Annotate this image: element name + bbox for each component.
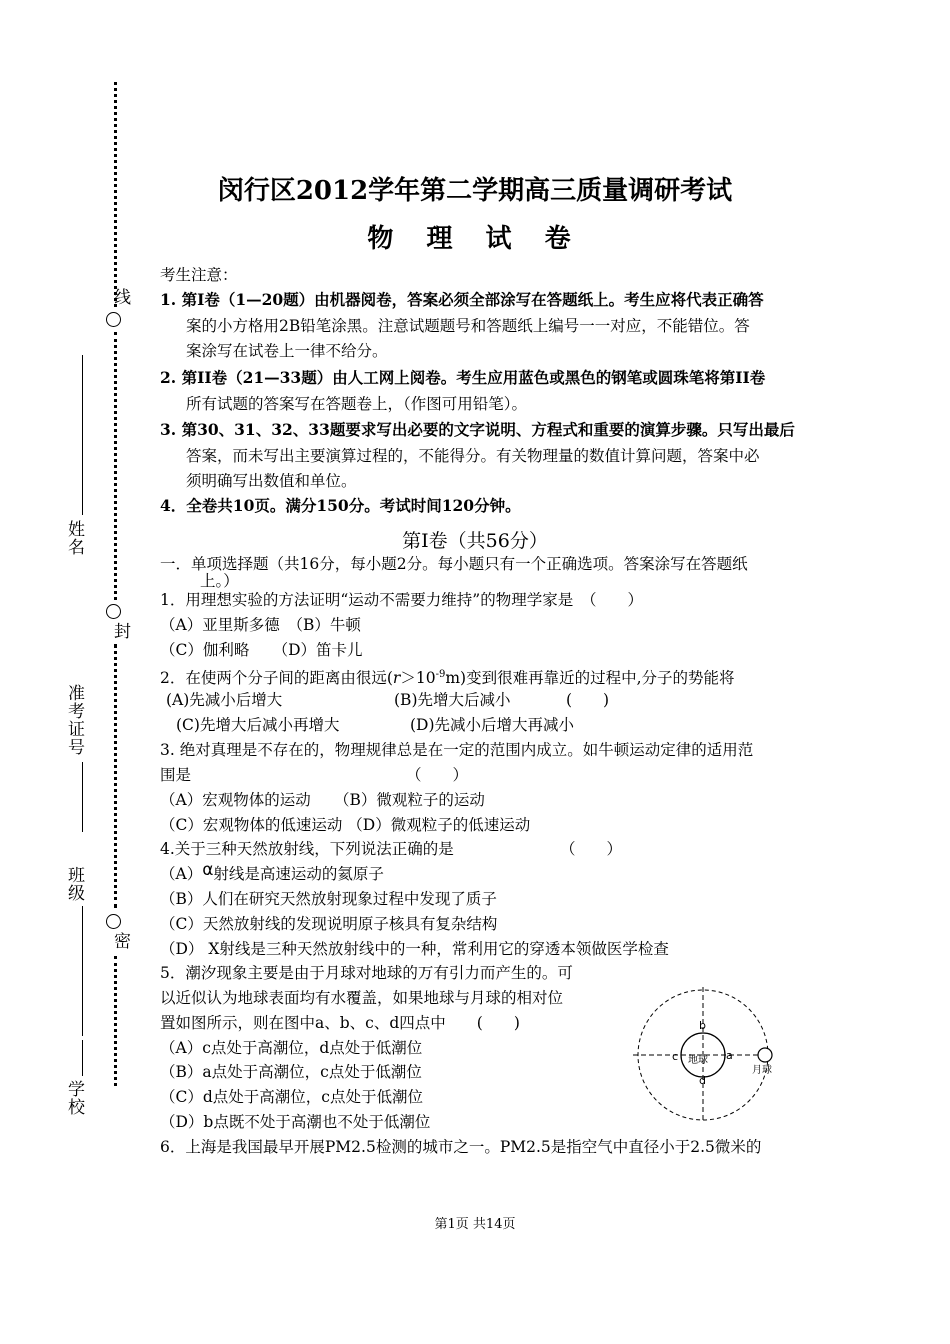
q4-option-a-text: 射线是高速运动的氦原子 bbox=[213, 865, 384, 883]
notice-item-3-line-3: 须明确写出数值和单位。 bbox=[186, 472, 357, 490]
q2-option-d: (D)先减小后增大再减小 bbox=[410, 716, 575, 734]
seal-char-feng: 封 bbox=[110, 622, 130, 639]
q4-option-b: （B）人们在研究天然放射现象过程中发现了质子 bbox=[160, 890, 497, 908]
q4-option-c: （C）天然放射线的发现说明原子核具有复杂结构 bbox=[160, 915, 498, 933]
q2-stem-r: r bbox=[392, 669, 401, 688]
exam-title: 闵行区2012学年第二学期高三质量调研考试 bbox=[217, 176, 733, 206]
q5-option-d: （D）b点既不处于高潮也不处于低潮位 bbox=[160, 1113, 431, 1131]
alpha-symbol: α bbox=[202, 860, 214, 880]
q5-stem-line-3: 置如图所示，则在图中a、b、c、d四点中 ( ) bbox=[160, 1014, 520, 1032]
notice-item-4: 4．全卷共10页。满分150分。考试时间120分钟。 bbox=[160, 496, 521, 515]
q2-stem-post: m)变到很难再靠近的过程中,分子的势能将 bbox=[445, 669, 735, 688]
moon-circle bbox=[758, 1048, 772, 1062]
q4-stem: 4.关于三种天然放射线，下列说法正确的是 bbox=[160, 840, 454, 858]
class-fill-line bbox=[82, 906, 83, 1036]
seal-circle bbox=[106, 312, 121, 327]
seal-circle bbox=[106, 914, 121, 929]
page-footer: 第1页 共14页 bbox=[434, 1217, 516, 1232]
q5-stem-line-1: 5．潮汐现象主要是由于月球对地球的万有引力而产生的。可 bbox=[160, 964, 573, 982]
binding-dotted-line bbox=[114, 332, 117, 600]
q1-options-cd: （C）伽利略 （D）笛卡儿 bbox=[160, 641, 363, 659]
point-b-label: b bbox=[699, 1019, 706, 1032]
q1-stem: 1．用理想实验的方法证明“运动不需要力维持”的物理学家是 （ ） bbox=[160, 591, 643, 609]
q5-stem-line-2: 以近似认为地球表面均有水覆盖，如果地球与月球的相对位 bbox=[160, 989, 564, 1007]
notice-item-2-line-2: 所有试题的答案写在答题卷上，（作图可用铅笔）。 bbox=[186, 395, 528, 413]
q4-option-a bbox=[160, 860, 384, 884]
point-d-label: d bbox=[699, 1074, 706, 1087]
q2-answer-paren: ( ) bbox=[566, 691, 610, 709]
exam-number-fill-line bbox=[82, 762, 83, 832]
q3-answer-paren: （ ） bbox=[406, 766, 469, 784]
point-a-label: a bbox=[726, 1049, 733, 1062]
earth-moon-figure bbox=[628, 983, 788, 1123]
notice-item-3-line-1: 3. 第30、31、32、33题要求写出必要的文字说明、方程式和重要的演算步骤。只写出最后 bbox=[160, 420, 795, 439]
q5-option-c: （C）d点处于高潮位，c点处于低潮位 bbox=[160, 1088, 423, 1106]
part1-heading-cont: 上。） bbox=[200, 572, 239, 590]
seal-char-mi: 密 bbox=[110, 932, 130, 949]
name-fill-line bbox=[82, 355, 83, 515]
q4-option-a-label: （A） bbox=[160, 865, 203, 883]
notice-item-3-line-2: 答案，而未写出主要演算过程的，不能得分。有关物理量的数值计算问题，答案中必 bbox=[186, 447, 760, 465]
label-school: 学校 bbox=[64, 1080, 84, 1116]
section-title: 第I卷（共56分） bbox=[402, 530, 548, 552]
q3-stem-cont: 围是 bbox=[160, 766, 192, 784]
earth-label: 地球 bbox=[688, 1055, 708, 1066]
q2-option-c: (C)先增大后减小再增大 bbox=[176, 716, 340, 734]
q3-options-ab: （A）宏观物体的运动 （B）微观粒子的运动 bbox=[160, 791, 485, 809]
q3-options-cd: （C）宏观物体的低速运动 （D）微观粒子的低速运动 bbox=[160, 816, 531, 834]
notice-item-2-line-1: 2. 第II卷（21—33题）由人工网上阅卷。考生应用蓝色或黑色的钢笔或圆珠笔将第II卷 bbox=[160, 368, 766, 387]
q2-stem-sup: -9 bbox=[435, 669, 446, 680]
q5-option-a: （A）c点处于高潮位，d点处于低潮位 bbox=[160, 1039, 423, 1057]
school-fill-line bbox=[82, 1040, 83, 1076]
q2-stem-pre: 2．在使两个分子间的距离由很远( bbox=[160, 669, 393, 688]
q5-option-b: （B）a点处于高潮位，c点处于低潮位 bbox=[160, 1063, 422, 1081]
q2-stem bbox=[160, 665, 735, 688]
binding-dotted-line bbox=[114, 644, 117, 908]
label-class: 班级 bbox=[64, 866, 84, 902]
binding-dotted-line bbox=[114, 956, 117, 1086]
q2-stem-mid: ＞10 bbox=[400, 669, 436, 688]
moon-label: 月球 bbox=[752, 1065, 772, 1076]
notice-item-1-line-3: 案涂写在试卷上一律不给分。 bbox=[186, 342, 388, 360]
q2-option-b: (B)先增大后减小 bbox=[394, 691, 511, 709]
part1-heading: 一．单项选择题（共16分，每小题2分。每小题只有一个正确选项。答案涂写在答题纸 bbox=[160, 555, 748, 573]
label-name: 姓名 bbox=[64, 520, 84, 556]
point-c-label: c bbox=[672, 1050, 679, 1063]
q4-option-d: （D） X射线是三种天然放射线中的一种，常利用它的穿透本领做医学检查 bbox=[160, 940, 669, 958]
notice-heading: 考生注意： bbox=[160, 266, 238, 284]
paper-subtitle: 物 理 试 卷 bbox=[367, 224, 583, 254]
q1-options-ab: （A）亚里斯多德 （B）牛顿 bbox=[160, 616, 361, 634]
q6-stem: 6．上海是我国最早开展PM2.5检测的城市之一。PM2.5是指空气中直径小于2.5微米的 bbox=[160, 1138, 762, 1156]
q4-answer-paren: （ ） bbox=[560, 840, 623, 858]
notice-item-1-line-1: 1. 第I卷（1—20题）由机器阅卷，答案必须全部涂写在答题纸上。考生应将代表正确答 bbox=[160, 290, 764, 309]
label-exam-number: 准考证号 bbox=[64, 684, 84, 756]
seal-circle bbox=[106, 604, 121, 619]
q2-option-a: (A)先减小后增大 bbox=[166, 691, 283, 709]
q3-stem: 3. 绝对真理是不存在的，物理规律总是在一定的范围内成立。如牛顿运动定律的适用范 bbox=[160, 741, 754, 759]
notice-item-1-line-2: 案的小方格用2B铅笔涂黑。注意试题题号和答题纸上编号一一对应，不能错位。答 bbox=[186, 317, 750, 335]
seal-char-xian: 线 bbox=[110, 288, 130, 305]
